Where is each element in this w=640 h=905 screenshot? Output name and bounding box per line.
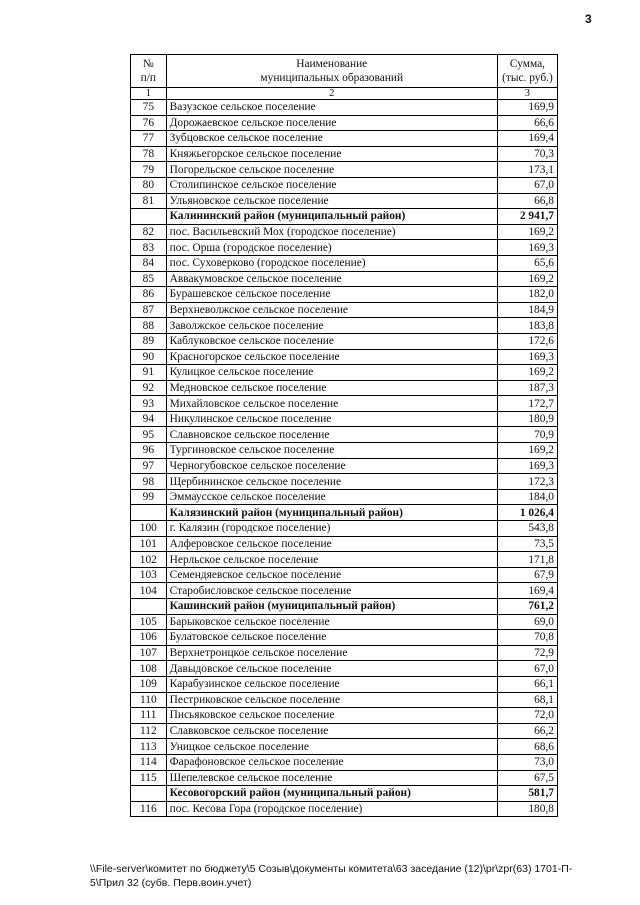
table-row: [131, 380, 558, 396]
table-row: [131, 115, 558, 131]
row-sum: 70,3: [497, 146, 557, 162]
row-name: Верхневолжское сельское поселение: [166, 302, 497, 318]
district-row: [131, 505, 558, 521]
row-number: 76: [131, 115, 167, 131]
row-number: 107: [131, 645, 167, 661]
row-name: Княжьегорское сельское поселение: [166, 146, 497, 162]
table-row: [131, 365, 558, 381]
row-name: Вазузское сельское поселение: [166, 100, 497, 116]
row-sum: 169,4: [497, 131, 557, 147]
row-sum: 1 026,4: [497, 505, 557, 521]
row-number: 94: [131, 411, 167, 427]
table-row: [131, 474, 558, 490]
row-sum: 67,0: [497, 177, 557, 193]
row-sum: 68,6: [497, 739, 557, 755]
row-sum: 73,0: [497, 754, 557, 770]
row-sum: 169,4: [497, 583, 557, 599]
row-name: Зубцовское сельское поселение: [166, 131, 497, 147]
row-sum: 169,3: [497, 349, 557, 365]
row-number: 89: [131, 333, 167, 349]
row-number: 108: [131, 661, 167, 677]
row-number: 80: [131, 177, 167, 193]
row-name: Уницкое сельское поселение: [166, 739, 497, 755]
row-number: [131, 599, 167, 615]
row-number: 109: [131, 676, 167, 692]
row-name: Медновское сельское поселение: [166, 380, 497, 396]
row-sum: 172,3: [497, 474, 557, 490]
row-sum: 169,9: [497, 100, 557, 116]
row-name: Погорельское сельское поселение: [166, 162, 497, 178]
row-sum: 173,1: [497, 162, 557, 178]
row-sum: 66,2: [497, 723, 557, 739]
row-sum: 65,6: [497, 255, 557, 271]
row-sum: 183,8: [497, 318, 557, 334]
table-row: [131, 708, 558, 724]
row-sum: 67,9: [497, 567, 557, 583]
row-number: 77: [131, 131, 167, 147]
table-row: [131, 583, 558, 599]
row-number: 106: [131, 630, 167, 646]
row-number: 104: [131, 583, 167, 599]
table-row: [131, 521, 558, 537]
row-name: Карабузинское сельское поселение: [166, 676, 497, 692]
table-row: [131, 661, 558, 677]
row-name: Нерльское сельское поселение: [166, 552, 497, 568]
row-sum: 67,5: [497, 770, 557, 786]
row-name: Калининский район (муниципальный район): [166, 209, 497, 225]
header-number-line2: п/п: [140, 72, 156, 84]
table-row: [131, 255, 558, 271]
row-sum: 72,0: [497, 708, 557, 724]
row-name: Щербининское сельское поселение: [166, 474, 497, 490]
row-name: Письяковское сельское поселение: [166, 708, 497, 724]
row-number: 81: [131, 193, 167, 209]
row-name: Эммаусское сельское поселение: [166, 489, 497, 505]
row-number: 88: [131, 318, 167, 334]
row-number: 75: [131, 100, 167, 116]
table-row: [131, 224, 558, 240]
table-row: [131, 240, 558, 256]
page-number: 3: [585, 12, 592, 26]
table-row: [131, 645, 558, 661]
row-number: 93: [131, 396, 167, 412]
table-row: [131, 692, 558, 708]
row-number: 78: [131, 146, 167, 162]
row-sum: 182,0: [497, 287, 557, 303]
row-sum: 171,8: [497, 552, 557, 568]
table-row: [131, 443, 558, 459]
row-sum: 68,1: [497, 692, 557, 708]
row-name: Ульяновское сельское поселение: [166, 193, 497, 209]
table-row: [131, 162, 558, 178]
table-row: [131, 458, 558, 474]
table-row: [131, 193, 558, 209]
row-number: 85: [131, 271, 167, 287]
table-row: [131, 552, 558, 568]
row-name: Черногубовское сельское поселение: [166, 458, 497, 474]
row-name: пос. Суховерково (городское поселение): [166, 255, 497, 271]
row-number: [131, 505, 167, 521]
table-row: [131, 131, 558, 147]
row-sum: 180,9: [497, 411, 557, 427]
row-number: 86: [131, 287, 167, 303]
header-name-line2: муниципальных образований: [260, 72, 404, 84]
row-number: 90: [131, 349, 167, 365]
row-sum: 72,9: [497, 645, 557, 661]
table-row: [131, 177, 558, 193]
row-name: Каблуковское сельское поселение: [166, 333, 497, 349]
row-number: 111: [131, 708, 167, 724]
row-number: 103: [131, 567, 167, 583]
table-row: [131, 770, 558, 786]
row-number: 97: [131, 458, 167, 474]
row-number: 110: [131, 692, 167, 708]
row-sum: 761,2: [497, 599, 557, 615]
row-number: 99: [131, 489, 167, 505]
row-name: Давыдовское сельское поселение: [166, 661, 497, 677]
table-row: [131, 146, 558, 162]
row-number: 113: [131, 739, 167, 755]
row-name: Калязинский район (муниципальный район): [166, 505, 497, 521]
row-name: пос. Орша (городское поселение): [166, 240, 497, 256]
header-number: [131, 55, 167, 88]
row-name: Кесовогорский район (муниципальный район): [166, 786, 497, 802]
column-number-1: 1: [131, 88, 167, 100]
row-sum: 169,2: [497, 365, 557, 381]
row-number: 87: [131, 302, 167, 318]
table-row: [131, 567, 558, 583]
row-number: 112: [131, 723, 167, 739]
row-number: [131, 786, 167, 802]
row-sum: 543,8: [497, 521, 557, 537]
table-row: [131, 614, 558, 630]
row-sum: 169,2: [497, 224, 557, 240]
row-name: Семендяевское сельское поселение: [166, 567, 497, 583]
row-number: 100: [131, 521, 167, 537]
row-name: Красногорское сельское поселение: [166, 349, 497, 365]
row-sum: 169,2: [497, 443, 557, 459]
row-sum: 172,7: [497, 396, 557, 412]
table-row: [131, 536, 558, 552]
district-row: [131, 209, 558, 225]
row-sum: 66,1: [497, 676, 557, 692]
row-sum: 169,3: [497, 458, 557, 474]
row-number: 95: [131, 427, 167, 443]
table-row: [131, 318, 558, 334]
table-row: [131, 411, 558, 427]
row-name: Кашинский район (муниципальный район): [166, 599, 497, 615]
row-sum: 187,3: [497, 380, 557, 396]
row-number: 115: [131, 770, 167, 786]
row-sum: 169,3: [497, 240, 557, 256]
row-sum: 66,8: [497, 193, 557, 209]
row-number: 105: [131, 614, 167, 630]
table-row: [131, 676, 558, 692]
row-name: Фарафоновское сельское поселение: [166, 754, 497, 770]
row-sum: 169,2: [497, 271, 557, 287]
table-row: [131, 287, 558, 303]
table-body: [131, 55, 558, 817]
footer-line-2: 5\Прил 32 (субв. Перв.воин.учет): [90, 877, 252, 889]
row-sum: 73,5: [497, 536, 557, 552]
row-name: Никулинское сельское поселение: [166, 411, 497, 427]
row-name: Славновское сельское поселение: [166, 427, 497, 443]
row-name: Столипинское сельское поселение: [166, 177, 497, 193]
table-row: [131, 396, 558, 412]
subsidy-table: [130, 54, 558, 817]
row-sum: 184,0: [497, 489, 557, 505]
table-row: [131, 739, 558, 755]
table-row: [131, 489, 558, 505]
footer-line-1: \\File-server\комитет по бюджету\5 Созыв\документы комитета\63 заседание (12)\pr\zpr(63) 1701-П-: [90, 863, 573, 875]
row-number: 96: [131, 443, 167, 459]
header-name: [166, 55, 497, 88]
table-row: [131, 427, 558, 443]
row-name: Дорожаевское сельское поселение: [166, 115, 497, 131]
row-name: Верхнетроицкое сельское поселение: [166, 645, 497, 661]
row-sum: 70,8: [497, 630, 557, 646]
file-path-footer: [90, 862, 610, 890]
district-row: [131, 786, 558, 802]
row-sum: 66,6: [497, 115, 557, 131]
table-row: [131, 349, 558, 365]
row-name: Пестриковское сельское поселение: [166, 692, 497, 708]
row-number: 102: [131, 552, 167, 568]
column-number-row: [131, 88, 558, 100]
column-number-3: 3: [497, 88, 557, 100]
table-row: [131, 333, 558, 349]
row-sum: 69,0: [497, 614, 557, 630]
table-row: [131, 100, 558, 116]
row-name: Михайловское сельское поселение: [166, 396, 497, 412]
row-sum: 70,9: [497, 427, 557, 443]
row-number: 116: [131, 801, 167, 817]
row-name: Аввакумовское сельское поселение: [166, 271, 497, 287]
row-number: 83: [131, 240, 167, 256]
row-number: 82: [131, 224, 167, 240]
row-sum: 581,7: [497, 786, 557, 802]
table-header-row: [131, 55, 558, 88]
header-sum-line2: (тыс. руб.): [502, 72, 553, 84]
row-name: Алферовское сельское поселение: [166, 536, 497, 552]
row-number: [131, 209, 167, 225]
row-sum: 2 941,7: [497, 209, 557, 225]
row-name: пос. Кесова Гора (городское поселение): [166, 801, 497, 817]
header-sum: [497, 55, 557, 88]
row-name: пос. Васильевский Мох (городское поселение): [166, 224, 497, 240]
table-row: [131, 801, 558, 817]
row-number: 114: [131, 754, 167, 770]
row-name: Старобисловское сельское поселение: [166, 583, 497, 599]
table-row: [131, 630, 558, 646]
row-name: Тургиновское сельское поселение: [166, 443, 497, 459]
header-name-line1: Наименование: [296, 58, 368, 70]
row-name: Заволжское сельское поселение: [166, 318, 497, 334]
column-number-2: 2: [166, 88, 497, 100]
row-name: Шепелевское сельское поселение: [166, 770, 497, 786]
row-sum: 67,0: [497, 661, 557, 677]
row-name: Кулицкое сельское поселение: [166, 365, 497, 381]
row-number: 91: [131, 365, 167, 381]
header-number-line1: №: [142, 58, 154, 70]
row-name: Бурашевское сельское поселение: [166, 287, 497, 303]
header-sum-line1: Сумма,: [509, 58, 545, 70]
row-name: Славковское сельское поселение: [166, 723, 497, 739]
row-name: г. Калязин (городское поселение): [166, 521, 497, 537]
table-row: [131, 754, 558, 770]
row-number: 92: [131, 380, 167, 396]
table-row: [131, 302, 558, 318]
row-number: 98: [131, 474, 167, 490]
row-sum: 172,6: [497, 333, 557, 349]
row-number: 79: [131, 162, 167, 178]
district-row: [131, 599, 558, 615]
row-name: Барыковское сельское поселение: [166, 614, 497, 630]
table-row: [131, 271, 558, 287]
row-name: Булатовское сельское поселение: [166, 630, 497, 646]
row-sum: 180,8: [497, 801, 557, 817]
row-number: 101: [131, 536, 167, 552]
row-number: 84: [131, 255, 167, 271]
row-sum: 184,9: [497, 302, 557, 318]
table-row: [131, 723, 558, 739]
